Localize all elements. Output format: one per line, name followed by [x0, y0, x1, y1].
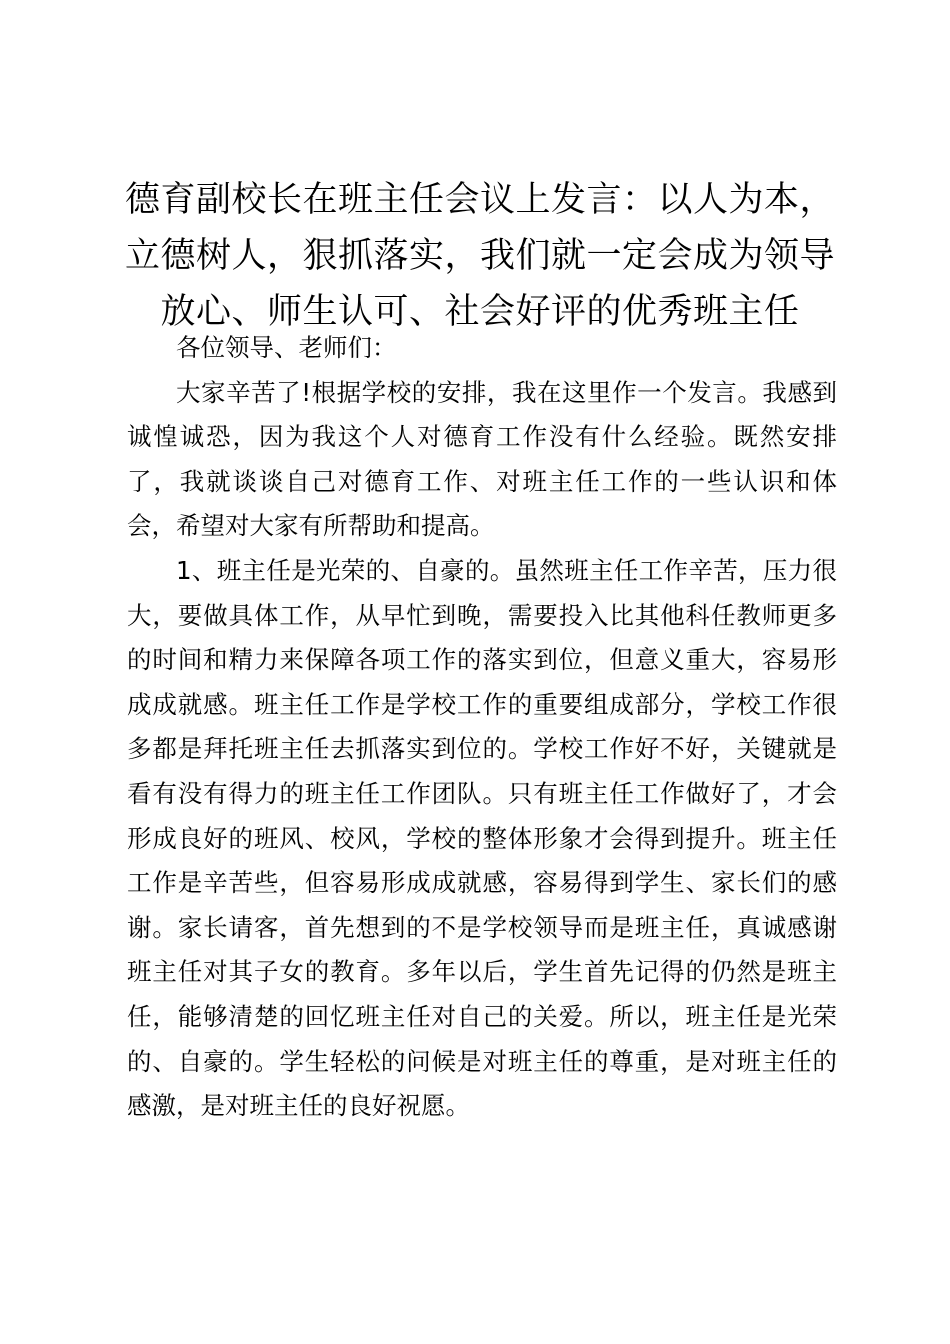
paragraph-intro: 大家辛苦了!根据学校的安排，我在这里作一个发言。我感到诚惶诚恐，因为我这个人对德育工作没有什么经验。既然安排了，我就谈谈自己对德育工作、对班主任工作的一些认识和体会，希望对大家有所帮助和提高。 — [127, 377, 837, 541]
title-line-1: 德育副校长在班主任会议上发言：以人为本， — [124, 180, 835, 220]
salutation: 各位领导、老师们： — [176, 333, 397, 362]
title-line-2: 立德树人，狠抓落实，我们就一定会成为领导 — [124, 236, 835, 276]
document-title — [110, 172, 850, 340]
paragraph-point-1: 1、班主任是光荣的、自豪的。虽然班主任工作辛苦，压力很大，要做具体工作，从早忙到晚，需要投入比其他科任教师更多的时间和精力来保障各项工作的落实到位，但意义重大，容易形成成就感。班主任工作是学校工作的重要组成部分，学校工作很多都是拜托班主任去抓落实到位的。学校工作好不好，关键就是看有没有得力的班主任工作团队。只有班主任工作做好了，才会形成良好的班风、校风，学校的整体形象才会得到提升。班主任工作是辛苦些，但容易形成成就感，容易得到学生、家长们的感谢。家长请客，首先想到的不是学校领导而是班主任，真诚感谢班主任对其子女的教育。多年以后，学生首先记得的仍然是班主任，能够清楚的回忆班主任对自己的关爱。所以，班主任是光荣的、自豪的。学生轻松的问候是对班主任的尊重，是对班主任的感激，是对班主任的良好祝愿。 — [127, 555, 837, 1121]
title-line-3: 放心、师生认可、社会好评的优秀班主任 — [160, 292, 800, 332]
document-body — [127, 326, 837, 1129]
